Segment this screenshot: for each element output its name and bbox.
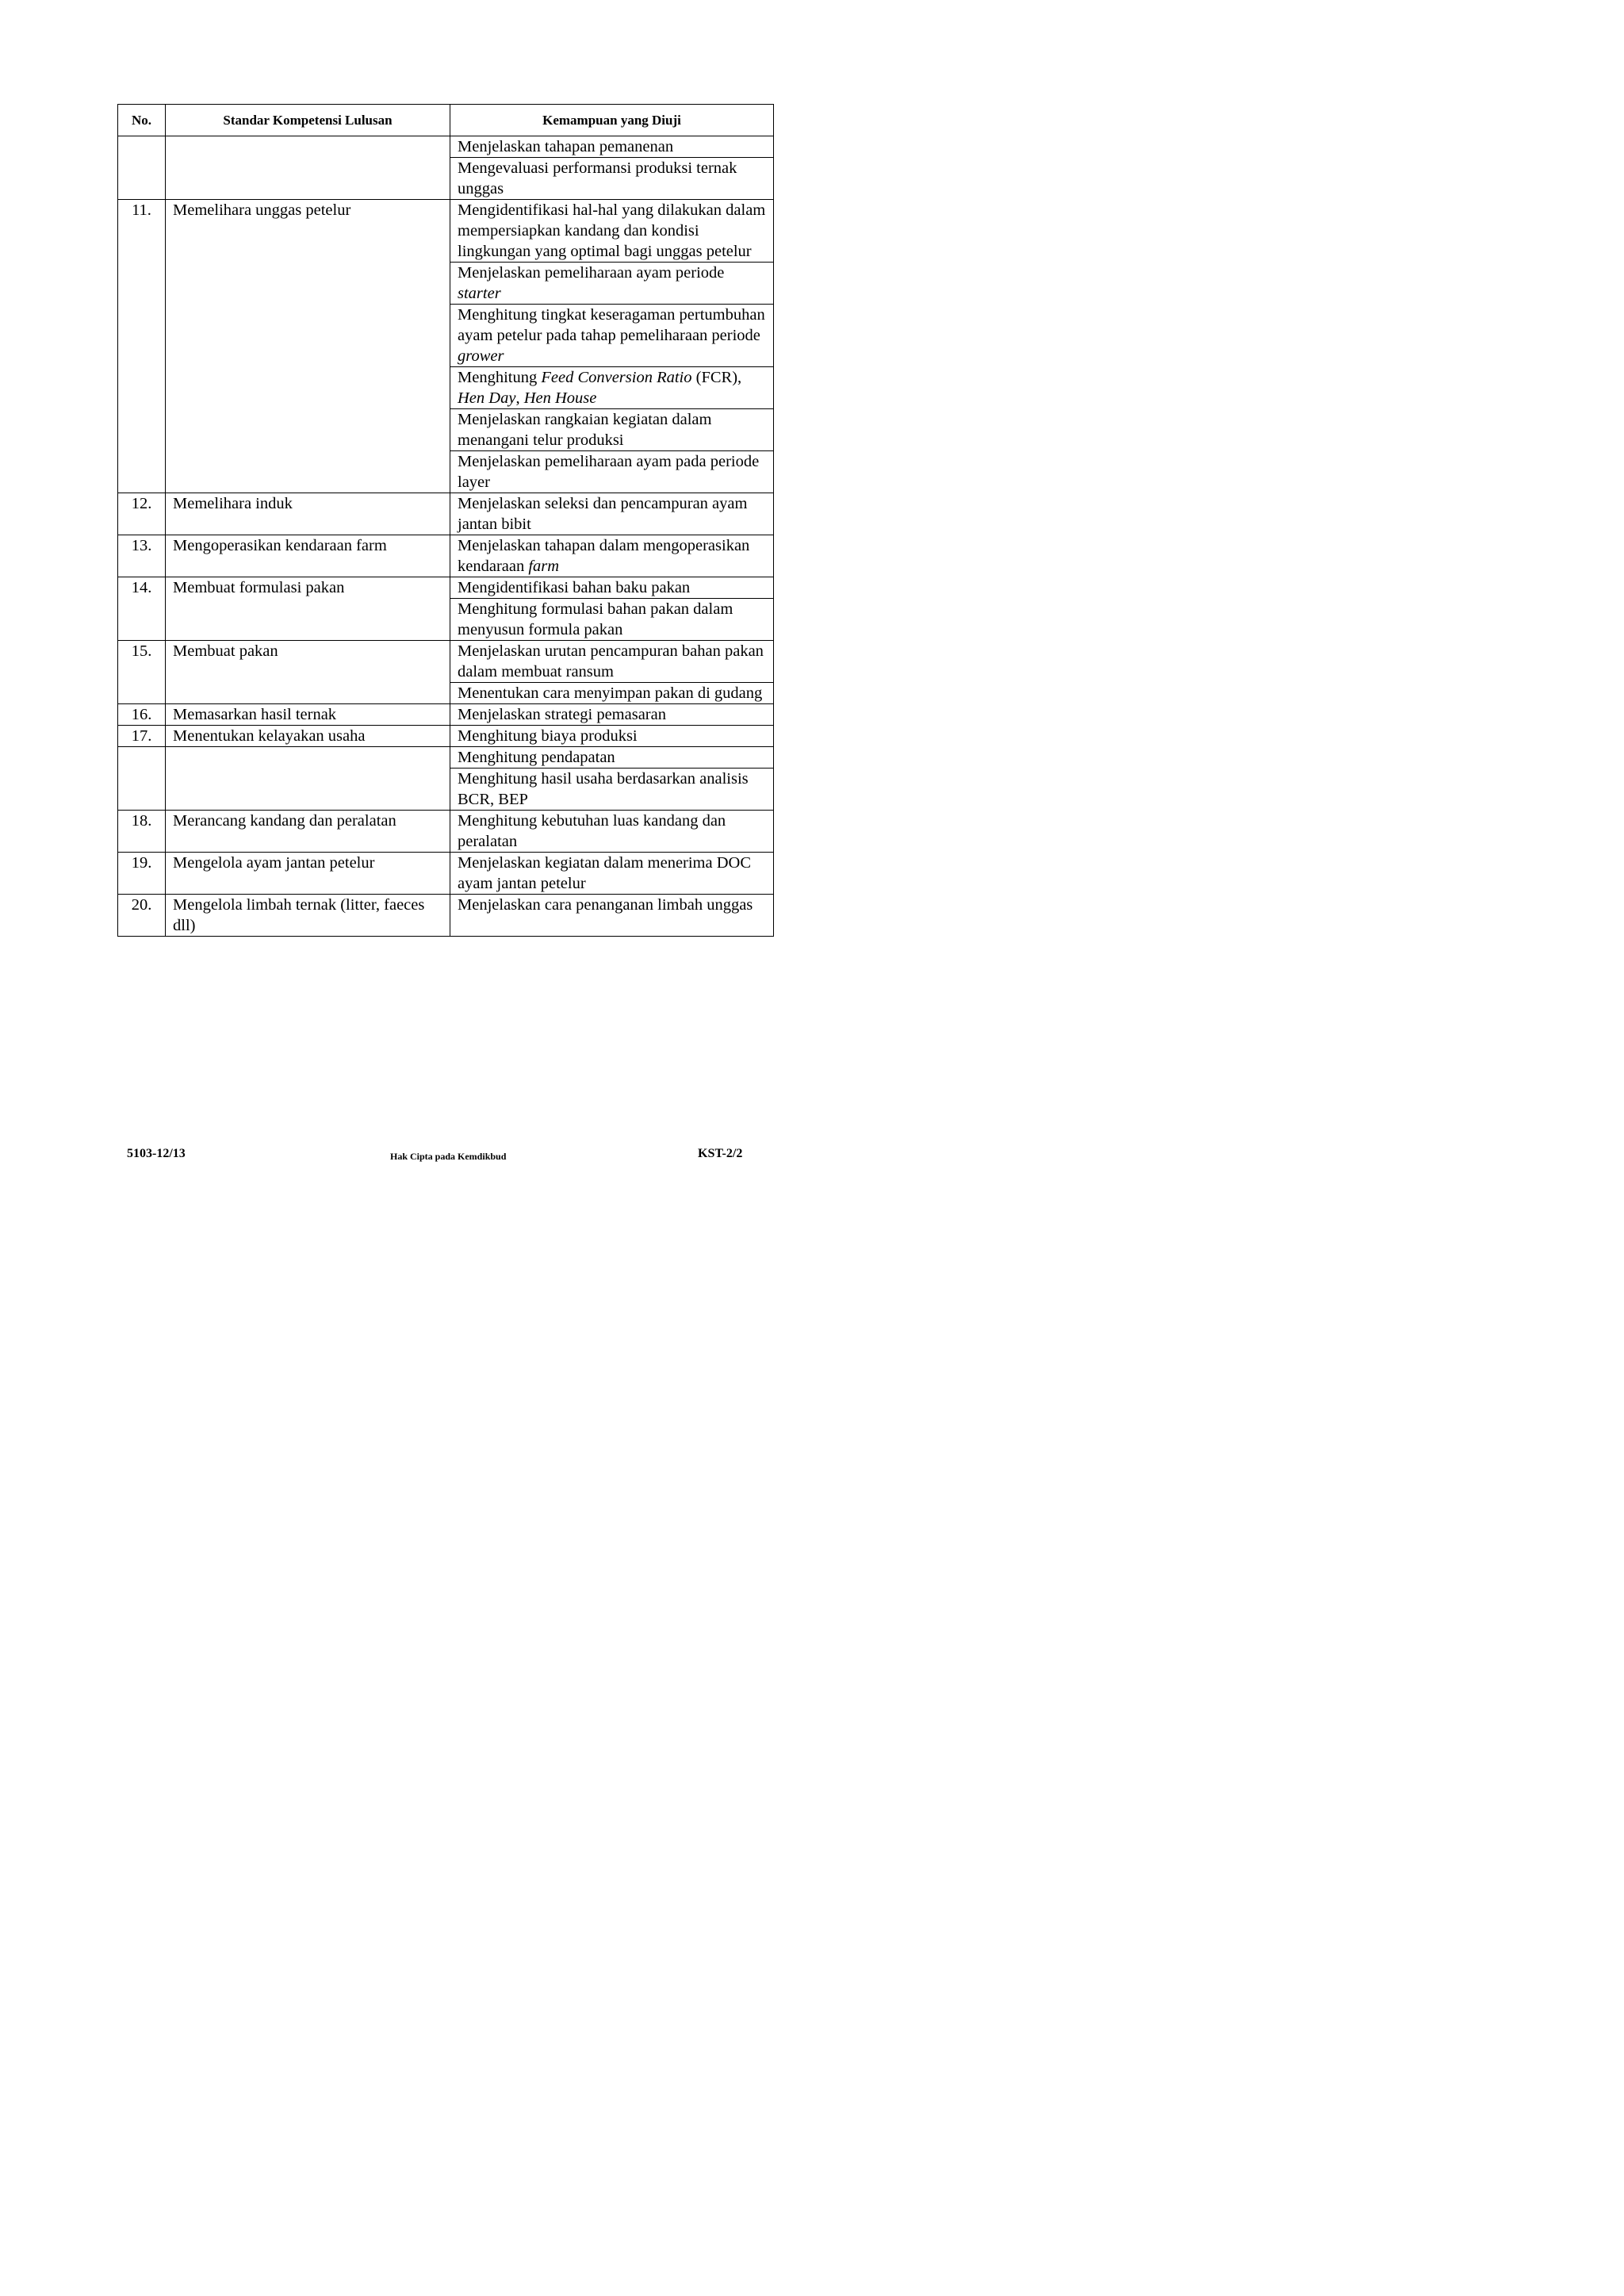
tested-ability: [450, 451, 774, 493]
table-row: [118, 726, 774, 747]
ability-text: Menjelaskan rangkaian kegiatan dalam menangani telur produksi: [458, 411, 712, 449]
tested-ability: [450, 577, 774, 599]
ability-text: Menjelaskan kegiatan dalam menerima DOC ayam jantan petelur: [458, 854, 752, 892]
header-no: No.: [118, 105, 166, 136]
competency-standard: [166, 747, 450, 811]
competency-standard: [166, 136, 450, 200]
row-number: 11.: [118, 200, 166, 493]
tested-ability: [450, 747, 774, 769]
tested-ability: [450, 769, 774, 811]
competency-standard: Memasarkan hasil ternak: [166, 704, 450, 726]
ability-text: Mengidentifikasi bahan baku pakan: [458, 579, 691, 596]
footer-page: KST-2/2: [698, 1147, 743, 1160]
row-number: 15.: [118, 641, 166, 704]
header-kemampuan: Kemampuan yang Diuji: [450, 105, 774, 136]
ability-text: Menjelaskan cara penanganan limbah unggas: [458, 896, 753, 914]
tested-ability: [450, 641, 774, 683]
table-header-row: [118, 105, 774, 136]
table-row: [118, 577, 774, 599]
table-row: [118, 811, 774, 853]
tested-ability: [450, 535, 774, 577]
tested-ability: [450, 853, 774, 895]
row-number: 18.: [118, 811, 166, 853]
tested-ability: [450, 811, 774, 853]
row-number: 17.: [118, 726, 166, 747]
ability-text: Menjelaskan seleksi dan pencampuran ayam jantan bibit: [458, 495, 748, 533]
tested-ability: [450, 305, 774, 367]
tested-ability: [450, 704, 774, 726]
ability-text: Menjelaskan strategi pemasaran: [458, 706, 666, 723]
table-row: [118, 493, 774, 535]
competency-standard: Menentukan kelayakan usaha: [166, 726, 450, 747]
ability-text: ,: [515, 389, 524, 407]
competency-standard: Mengoperasikan kendaraan farm: [166, 535, 450, 577]
tested-ability: [450, 158, 774, 200]
ability-term-italic: farm: [528, 558, 560, 575]
competency-standard: Membuat pakan: [166, 641, 450, 704]
row-number: [118, 136, 166, 200]
ability-text: Mengidentifikasi hal-hal yang dilakukan dalam mempersiapkan kandang dan kondisi lingkungan yang optimal bagi unggas petelur: [458, 201, 766, 260]
row-number: 19.: [118, 853, 166, 895]
row-number: 12.: [118, 493, 166, 535]
ability-text: Menghitung hasil usaha berdasarkan analisis BCR, BEP: [458, 770, 749, 808]
tested-ability: [450, 599, 774, 641]
table-row: [118, 535, 774, 577]
tested-ability: [450, 895, 774, 937]
competency-standard: Memelihara unggas petelur: [166, 200, 450, 493]
ability-text: Menghitung kebutuhan luas kandang dan peralatan: [458, 812, 726, 850]
footer-code: 5103-12/13: [127, 1147, 186, 1160]
tested-ability: [450, 683, 774, 704]
table-row: [118, 200, 774, 263]
table-row: [118, 853, 774, 895]
competency-standard: Memelihara induk: [166, 493, 450, 535]
ability-text: Menjelaskan urutan pencampuran bahan pakan dalam membuat ransum: [458, 642, 764, 680]
ability-term-italic: Feed Conversion Ratio: [541, 369, 692, 386]
tested-ability: [450, 200, 774, 263]
table-row: [118, 641, 774, 683]
ability-text: Menghitung formulasi bahan pakan dalam menyusun formula pakan: [458, 600, 733, 638]
table-row: [118, 895, 774, 937]
row-number: [118, 747, 166, 811]
table-row: [118, 704, 774, 726]
table-row: [118, 136, 774, 158]
ability-text: Menjelaskan pemeliharaan ayam pada periode layer: [458, 453, 760, 491]
row-number: 13.: [118, 535, 166, 577]
ability-text: Menentukan cara menyimpan pakan di gudang: [458, 684, 763, 702]
header-skl: Standar Kompetensi Lulusan: [166, 105, 450, 136]
row-number: 14.: [118, 577, 166, 641]
ability-term-italic: grower: [458, 347, 504, 365]
competency-standard: Mengelola ayam jantan petelur: [166, 853, 450, 895]
competency-standard: Membuat formulasi pakan: [166, 577, 450, 641]
tested-ability: [450, 493, 774, 535]
table-body: [118, 136, 774, 937]
competency-standard: Mengelola limbah ternak (litter, faeces dll): [166, 895, 450, 937]
tested-ability: [450, 409, 774, 451]
ability-text: Menghitung tingkat keseragaman pertumbuhan ayam petelur pada tahap pemeliharaan periode: [458, 306, 765, 344]
ability-text: (FCR),: [691, 369, 742, 386]
tested-ability: [450, 367, 774, 409]
ability-term-italic: starter: [458, 285, 501, 302]
footer-copyright: Hak Cipta pada Kemdikbud: [390, 1151, 507, 1162]
ability-text: Menjelaskan pemeliharaan ayam periode: [458, 264, 725, 282]
ability-text: Menghitung: [458, 369, 542, 386]
ability-text: Mengevaluasi performansi produksi ternak unggas: [458, 159, 737, 197]
tested-ability: [450, 136, 774, 158]
tested-ability: [450, 726, 774, 747]
competency-table: [117, 104, 774, 937]
ability-text: Menjelaskan tahapan pemanenan: [458, 138, 674, 155]
ability-text: Menjelaskan tahapan dalam mengoperasikan kendaraan: [458, 537, 750, 575]
row-number: 20.: [118, 895, 166, 937]
ability-term-italic: Hen Day: [458, 389, 516, 407]
competency-standard: Merancang kandang dan peralatan: [166, 811, 450, 853]
table-row: [118, 747, 774, 769]
ability-text: Menghitung biaya produksi: [458, 727, 638, 745]
tested-ability: [450, 263, 774, 305]
ability-text: Menghitung pendapatan: [458, 749, 615, 766]
row-number: 16.: [118, 704, 166, 726]
ability-term-italic: Hen House: [523, 389, 597, 407]
